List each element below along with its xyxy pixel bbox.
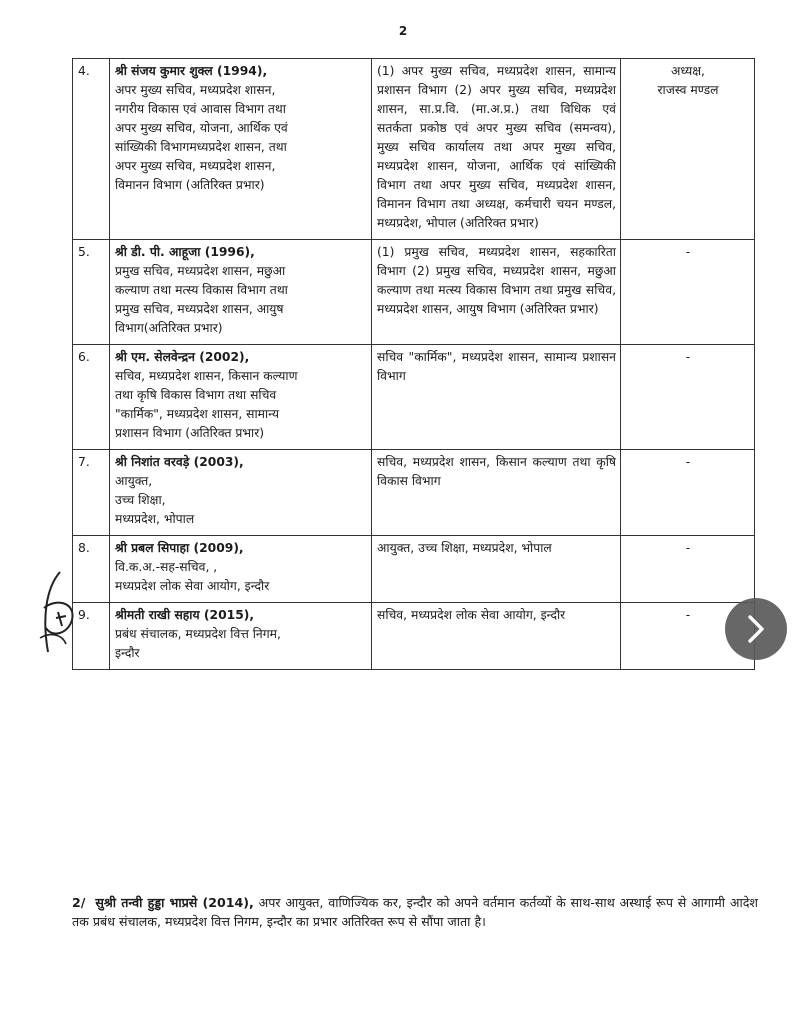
additional-charge-line: -: [685, 541, 691, 555]
next-page-button[interactable]: [725, 598, 787, 660]
paragraph-number: 2/: [72, 895, 86, 910]
additional-charge: [621, 450, 755, 536]
current-posting-line: सचिव, मध्यप्रदेश शासन, किसान कल्याण: [115, 369, 298, 383]
current-posting-line: विमानन विभाग (अतिरिक्त प्रभार): [115, 178, 265, 192]
serial-number: 4.: [73, 59, 110, 240]
new-posting: (1) प्रमुख सचिव, मध्यप्रदेश शासन, सहकारिता विभाग (2) प्रमुख सचिव, मध्यप्रदेश शासन, मछुआ कल्याण तथा मत्स्य विकास विभाग तथा प्रमुख सचिव, मध्यप्रदेश शासन, आयुष विभाग (अतिरिक्त प्रभार): [372, 240, 621, 345]
officer-name: श्री प्रबल सिपाहा (2009),: [115, 541, 244, 555]
officer-name: श्री निशांत वरवड़े (2003),: [115, 455, 244, 469]
additional-charge-line: -: [685, 350, 691, 364]
additional-charge-line: अध्यक्ष,: [671, 64, 705, 78]
new-posting: सचिव, मध्यप्रदेश लोक सेवा आयोग, इन्दौर: [372, 603, 621, 670]
signature-mark: [36, 568, 84, 658]
current-posting-line: प्रशासन विभाग (अतिरिक्त प्रभार): [115, 426, 265, 440]
current-posting-line: मध्यप्रदेश, भोपाल: [115, 512, 195, 526]
current-posting-line: आयुक्त,: [115, 474, 153, 488]
new-posting: सचिव "कार्मिक", मध्यप्रदेश शासन, सामान्य प्रशासन विभाग: [372, 345, 621, 450]
current-posting-line: प्रबंध संचालक, मध्यप्रदेश वित्त निगम,: [115, 627, 281, 641]
officer-current-posting: [110, 536, 372, 603]
current-posting-line: तथा कृषि विकास विभाग तथा सचिव: [115, 388, 277, 402]
additional-charge: [621, 240, 755, 345]
posting-table: [72, 58, 755, 670]
chevron-right-icon: [743, 614, 769, 644]
current-posting-line: अपर मुख्य सचिव, मध्यप्रदेश शासन,: [115, 159, 276, 173]
serial-number: 8.: [73, 536, 110, 603]
current-posting-line: उच्च शिक्षा,: [115, 493, 166, 507]
current-posting-line: प्रमुख सचिव, मध्यप्रदेश शासन, आयुष: [115, 302, 284, 316]
officer-current-posting: [110, 240, 372, 345]
officer-current-posting: [110, 59, 372, 240]
additional-charge-line: -: [685, 608, 691, 622]
additional-charge-line: -: [685, 245, 691, 259]
new-posting: आयुक्त, उच्च शिक्षा, मध्यप्रदेश, भोपाल: [372, 536, 621, 603]
current-posting-line: वि.क.अ.-सह-सचिव, ,: [115, 560, 218, 574]
table-row: [73, 59, 755, 240]
current-posting-line: कल्याण तथा मत्स्य विकास विभाग तथा: [115, 283, 288, 297]
current-posting-line: सांख्यिकी विभागमध्यप्रदेश शासन, तथा: [115, 140, 287, 154]
serial-number: 9.: [73, 603, 110, 670]
new-posting: (1) अपर मुख्य सचिव, मध्यप्रदेश शासन, सामान्य प्रशासन विभाग (2) अपर मुख्य सचिव, मध्यप्रदेश शासन, सा.प्र.वि. (मा.अ.प्र.) तथा विधिक एवं सतर्कता प्रकोष्ठ एवं अपर मुख्य सचिव (समन्वय), मुख्य सचिव कार्यालय तथा अपर मुख्य सचिव, मध्यप्रदेश शासन, योजना, आर्थिक एवं सांख्यिकी विभाग तथा अपर मुख्य सचिव, मध्यप्रदेश शासन, विमानन विभाग तथा अध्यक्ष, कर्मचारी चयन मण्डल, मध्यप्रदेश, भोपाल (अतिरिक्त प्रभार): [372, 59, 621, 240]
table-row: [73, 450, 755, 536]
table-row: [73, 603, 755, 670]
officer-current-posting: [110, 603, 372, 670]
current-posting-line: विभाग(अतिरिक्त प्रभार): [115, 321, 223, 335]
current-posting-line: मध्यप्रदेश लोक सेवा आयोग, इन्दौर: [115, 579, 270, 593]
additional-charge-line: राजस्व मण्डल: [657, 83, 719, 97]
officer-name: श्री एम. सेलवेन्द्रन (2002),: [115, 350, 250, 364]
order-paragraph: [72, 893, 758, 931]
current-posting-line: अपर मुख्य सचिव, योजना, आर्थिक एवं: [115, 121, 288, 135]
serial-number: 5.: [73, 240, 110, 345]
table-row: [73, 240, 755, 345]
additional-charge: [621, 345, 755, 450]
table-row: [73, 536, 755, 603]
serial-number: 6.: [73, 345, 110, 450]
current-posting-line: प्रमुख सचिव, मध्यप्रदेश शासन, मछुआ: [115, 264, 286, 278]
paragraph-text: अपर आयुक्त, वाणिज्यिक कर, इन्दौर को अपने वर्तमान कर्तव्यों के साथ-साथ अस्थाई रूप से आगामी आदेश तक प्रबंध संचालक, मध्यप्रदेश वित्त निगम, इन्दौर का प्रभार अतिरिक्त रूप से सौंपा जाता है।: [72, 895, 758, 929]
table-row: [73, 345, 755, 450]
additional-charge-line: -: [685, 455, 691, 469]
current-posting-line: इन्दौर: [115, 646, 140, 660]
officer-current-posting: [110, 345, 372, 450]
paragraph-officer-name: सुश्री तन्वी हुड्डा भाप्रसे (2014),: [95, 895, 254, 910]
current-posting-line: अपर मुख्य सचिव, मध्यप्रदेश शासन,: [115, 83, 276, 97]
page-number: 2: [398, 24, 408, 38]
current-posting-line: नगरीय विकास एवं आवास विभाग तथा: [115, 102, 286, 116]
officer-name: श्री संजय कुमार शुक्ल (1994),: [115, 64, 268, 78]
officer-name: श्री डी. पी. आहूजा (1996),: [115, 245, 255, 259]
serial-number: 7.: [73, 450, 110, 536]
additional-charge: [621, 536, 755, 603]
officer-current-posting: [110, 450, 372, 536]
current-posting-line: "कार्मिक", मध्यप्रदेश शासन, सामान्य: [115, 407, 279, 421]
additional-charge: [621, 59, 755, 240]
new-posting: सचिव, मध्यप्रदेश शासन, किसान कल्याण तथा कृषि विकास विभाग: [372, 450, 621, 536]
officer-name: श्रीमती राखी सहाय (2015),: [115, 608, 255, 622]
